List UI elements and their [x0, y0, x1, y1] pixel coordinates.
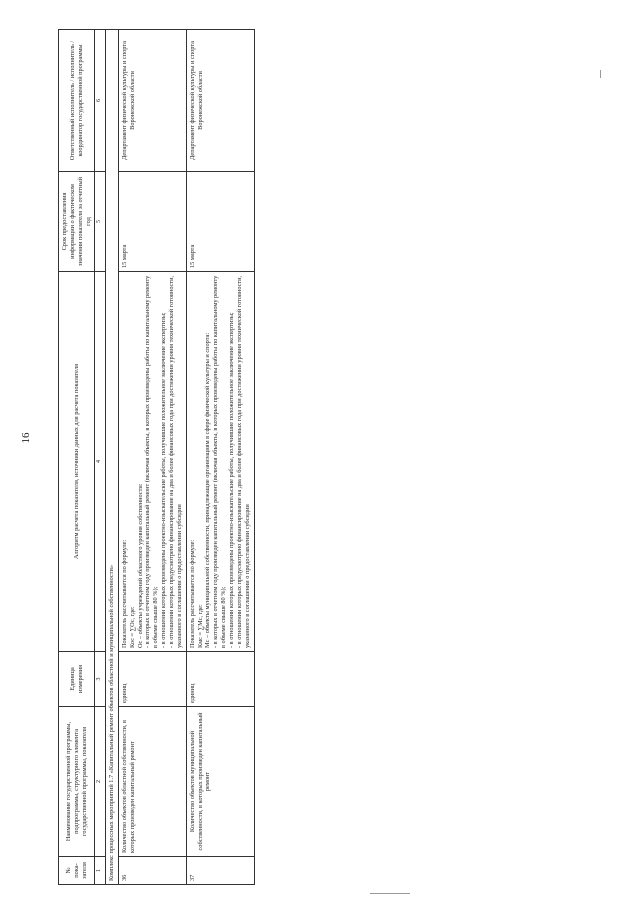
column-number: 1: [95, 857, 106, 885]
indicators-table: [58, 29, 255, 885]
column-number: 5: [95, 172, 106, 272]
row-number: 36: [118, 857, 186, 885]
algorithm-line: Показатель рассчитывается по формуле:: [120, 539, 128, 648]
algorithm-line: - в отношении которых произведены проектно-изыскательские работы, получившие положительное заключение экспертизы;: [160, 312, 168, 648]
section-title: Комплекс процессных мероприятий 1.7 «Капитальный ремонт объектов областной и муниципальной собственности»: [105, 30, 118, 885]
row-unit: единиц: [186, 652, 254, 707]
table-row: [118, 30, 186, 885]
algorithm-line: Мс – объекты муниципальной собственности, принадлежащие организациям в сфере физической культуры и спорта:: [204, 332, 212, 648]
scan-artifact: [600, 70, 601, 78]
column-number: 6: [95, 30, 106, 172]
column-number: 3: [95, 652, 106, 707]
row-deadline: 15 марта: [118, 172, 186, 272]
row-algorithm: [186, 272, 254, 652]
row-name: Количество объектов областной собственности, в которых произведен капитальный ремонт: [118, 707, 186, 857]
document-table-container: [58, 30, 398, 885]
header-algorithm: Алгоритм расчета показателя, источники данных для расчета показателя: [59, 272, 95, 652]
algorithm-line: - в отношении которых предусмотрено финансирование на два и более финансовых года при достижении уровня технической готовности, указанного в соглашении о предоставлении субсидии: [167, 275, 183, 648]
algorithm-line: - в которых в отчетном году произведен капитальный ремонт (включая объекты, в которых произведены работы по капитальному ремонту в объеме свыше 80 %);: [212, 275, 228, 648]
table-row: [186, 30, 254, 885]
row-number: 37: [186, 857, 254, 885]
row-deadline: 15 марта: [186, 172, 254, 272]
header-indicator-number: № пока-зателя: [59, 857, 95, 885]
algorithm-line: Ос – объекты учреждений областного уровня собственности:: [136, 483, 144, 648]
algorithm-line: Показатель рассчитывается по формуле:: [188, 539, 196, 648]
algorithm-line: Кмс = ∑Мс, где:: [196, 604, 204, 648]
header-name: Наименование государственной программы, подпрограммы, структурного элемента государственной программы, показателя: [59, 707, 95, 857]
column-number: 2: [95, 707, 106, 857]
table-header-row: [59, 30, 95, 885]
algorithm-line: Кос = ∑Ос, где:: [128, 606, 136, 648]
row-responsible: Департамент физической культуры и спорта Воронежской области: [118, 30, 186, 172]
row-unit: единиц: [118, 652, 186, 707]
scan-artifact: [370, 893, 410, 894]
row-name: Количество объектов муниципальной собственности, в которых произведен капитальный ремонт: [186, 707, 254, 857]
row-algorithm: [118, 272, 186, 652]
algorithm-line: - в отношении которых предусмотрено финансирование на два и более финансовых года при достижении уровня технической готовности, указанного в соглашении о предоставлении субсидии: [235, 275, 251, 648]
algorithm-line: - в отношении которых произведены проектно-изыскательские работы, получившие положительное заключение экспертизы;: [227, 312, 235, 648]
algorithm-line: - в которых в отчетном году произведен капитальный ремонт (включая объекты, в которых произведены работы по капитальному ремонту в объеме свыше 80 %);: [144, 275, 160, 648]
section-row: [105, 30, 118, 885]
row-responsible: Департамент физической культуры и спорта Воронежской области: [186, 30, 254, 172]
header-responsible: Ответственный исполнитель / исполнитель / координатор государственной программы: [59, 30, 95, 172]
column-number-row: [95, 30, 106, 885]
header-unit: Единица измерения: [59, 652, 95, 707]
page-number: 16: [20, 432, 32, 444]
header-deadline: Срок предоставления информации о фактическом значении показателя за отчетный год: [59, 172, 95, 272]
column-number: 4: [95, 272, 106, 652]
